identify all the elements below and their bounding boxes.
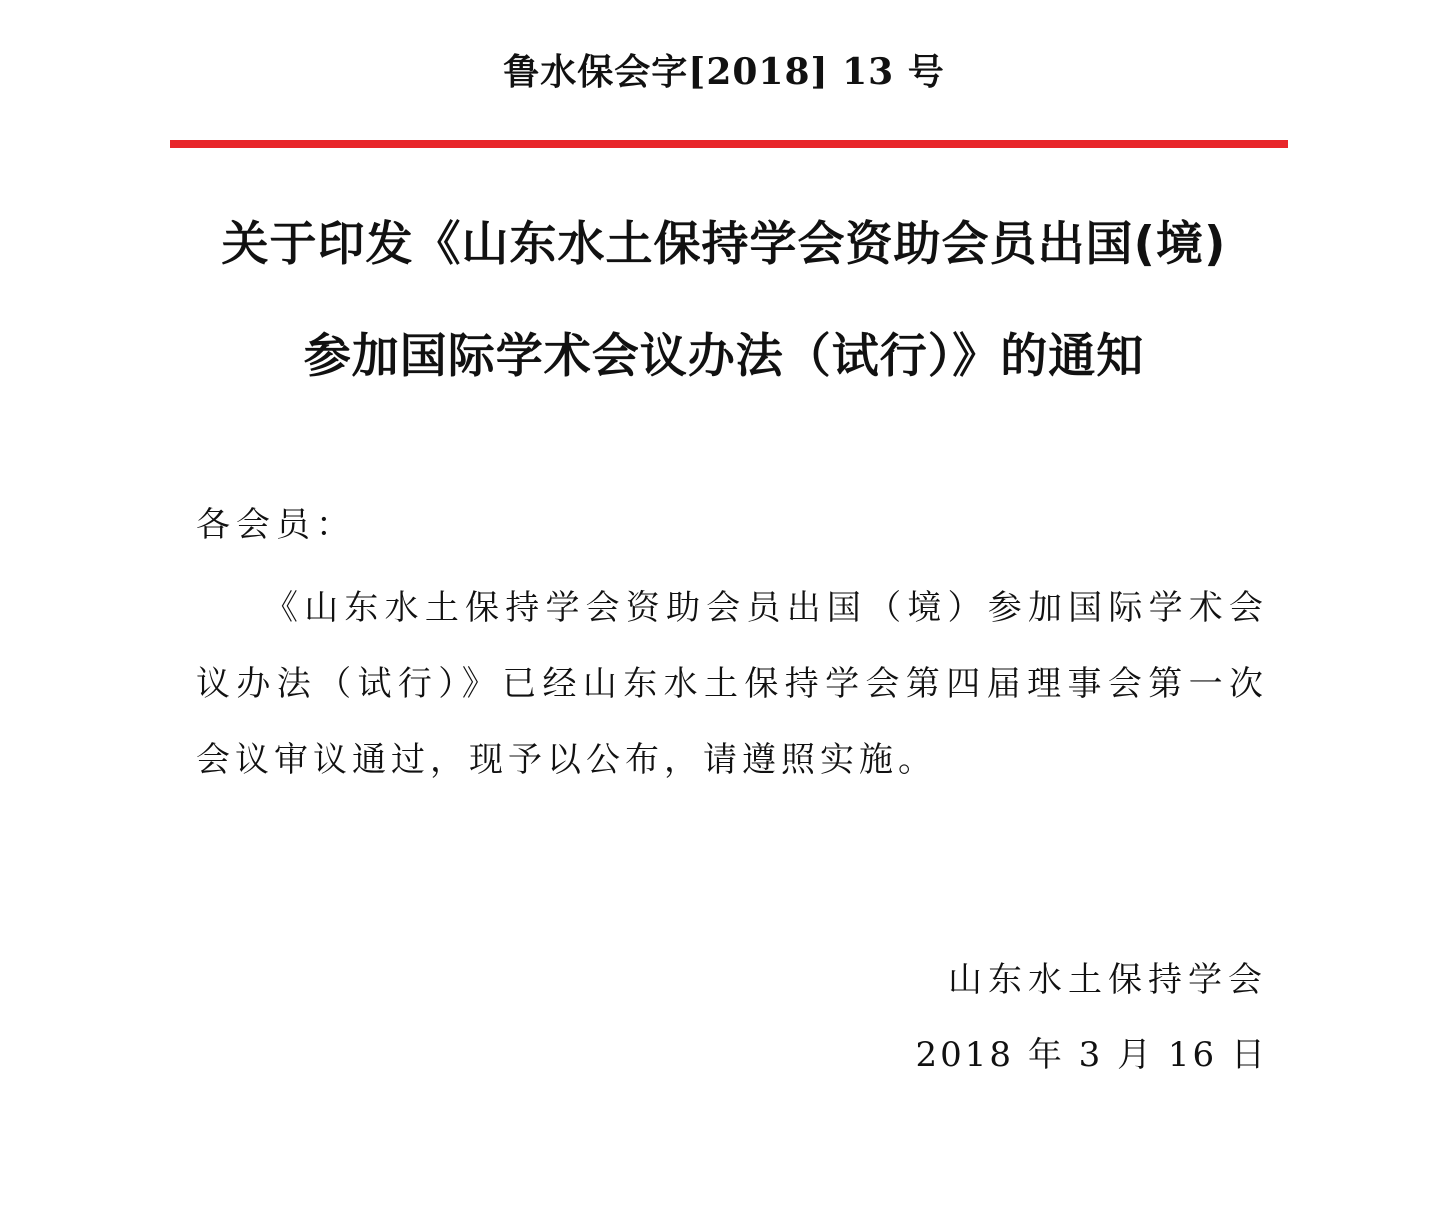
document-number: 鲁水保会字[2018] 13 号 xyxy=(503,51,945,93)
notice-title-line-2: 参加国际学术会议办法（试行）》的通知 xyxy=(303,329,1145,384)
salutation: 各会员： xyxy=(196,505,356,545)
signature-organization: 山东水土保持学会 xyxy=(948,960,1268,1000)
notice-title-line-1: 关于印发《山东水土保持学会资助会员出国(境) xyxy=(221,217,1227,272)
body-paragraph: 《山东水土保持学会资助会员出国（境）参加国际学术会议办法（试行）》已经山东水土保持学会第四届理事会第一次会议审议通过，现予以公布，请遵照实施。 xyxy=(196,588,1268,780)
red-header-rule xyxy=(170,140,1288,148)
signature-date: 2018 年 3 月 16 日 xyxy=(915,1035,1268,1075)
